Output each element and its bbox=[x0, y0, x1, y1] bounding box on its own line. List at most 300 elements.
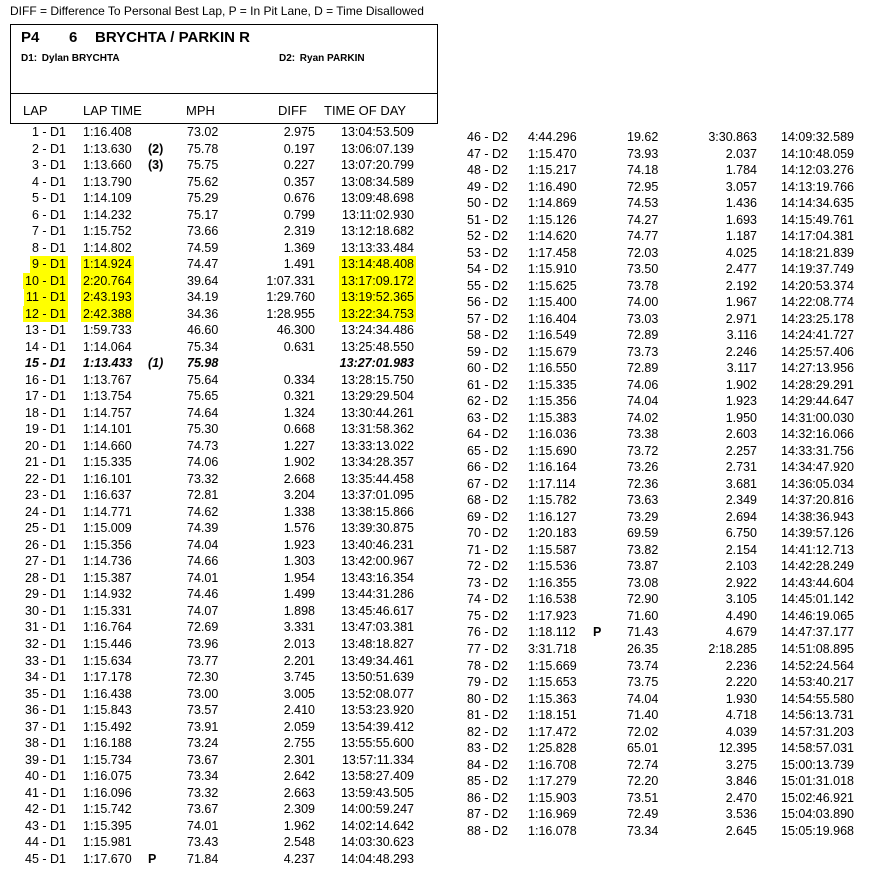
mph-cell: 75.75 bbox=[187, 158, 219, 173]
mph-cell: 73.32 bbox=[187, 785, 219, 800]
mph-cell: 19.62 bbox=[627, 130, 659, 144]
diff-cell: 4.025 bbox=[725, 245, 757, 260]
lap-time-cell: 1:14.660 bbox=[83, 438, 132, 453]
lap-cell: 28 - D1 bbox=[25, 570, 66, 585]
time-of-day-cell: 13:27:01.983 bbox=[339, 356, 414, 371]
lap-cell: 70 - D2 bbox=[467, 526, 508, 541]
lap-time-cell: 1:15.356 bbox=[83, 537, 132, 552]
time-of-day-cell: 13:37:01.095 bbox=[341, 488, 414, 503]
lap-time-cell: 1:15.492 bbox=[83, 719, 132, 734]
mph-cell: 73.24 bbox=[187, 736, 219, 751]
mph-cell: 72.90 bbox=[627, 592, 659, 607]
diff-cell: 4.679 bbox=[725, 625, 757, 640]
time-of-day-cell: 14:22:08.774 bbox=[781, 295, 854, 310]
mph-cell: 73.74 bbox=[627, 658, 659, 673]
lap-cell: 35 - D1 bbox=[25, 686, 66, 701]
lap-cell: 44 - D1 bbox=[25, 835, 66, 850]
table-row bbox=[0, 740, 890, 757]
lap-cell: 6 - D1 bbox=[31, 207, 66, 222]
table-row bbox=[0, 707, 890, 724]
lap-cell: 19 - D1 bbox=[25, 422, 66, 437]
time-of-day-cell: 13:24:34.486 bbox=[341, 323, 414, 338]
diff-cell: 2.694 bbox=[725, 509, 757, 524]
time-of-day-cell: 13:52:08.077 bbox=[341, 686, 414, 701]
table-row bbox=[0, 492, 890, 509]
mph-cell: 73.96 bbox=[187, 636, 219, 651]
time-of-day-cell: 15:01:31.018 bbox=[781, 774, 854, 789]
mph-cell: 74.01 bbox=[187, 570, 219, 585]
mph-cell: 73.50 bbox=[627, 262, 659, 277]
mph-cell: 74.66 bbox=[187, 554, 219, 569]
lap-time-cell: 1:16.438 bbox=[83, 686, 132, 701]
lap-time-cell: 1:13.433 bbox=[83, 356, 133, 371]
lap-cell: 87 - D2 bbox=[467, 807, 508, 822]
time-of-day-cell: 14:28:29.291 bbox=[781, 377, 854, 392]
lap-time-cell: 1:16.404 bbox=[528, 311, 577, 326]
lap-time-cell: 1:15.903 bbox=[528, 790, 577, 805]
table-row bbox=[0, 344, 890, 361]
diff-cell: 1:29.760 bbox=[266, 290, 315, 305]
lap-cell: 57 - D2 bbox=[467, 311, 508, 326]
lap-cell: 10 - D1 bbox=[25, 273, 66, 288]
mph-cell: 46.60 bbox=[187, 323, 219, 338]
diff-cell: 2.013 bbox=[283, 636, 315, 651]
driver-name: Ryan PARKIN bbox=[299, 53, 365, 64]
lap-time-cell: 2:43.193 bbox=[83, 290, 132, 305]
diff-cell: 3.117 bbox=[726, 361, 757, 376]
mph-cell: 72.30 bbox=[187, 670, 219, 685]
time-of-day-cell: 15:05:19.968 bbox=[781, 823, 854, 838]
lap-cell: 74 - D2 bbox=[467, 592, 508, 607]
diff-cell: 1.898 bbox=[283, 603, 315, 618]
diff-cell: 2.301 bbox=[283, 752, 315, 767]
lap-cell: 21 - D1 bbox=[25, 455, 66, 470]
flag-cell: (3) bbox=[148, 158, 164, 173]
flag-cell: P bbox=[593, 625, 602, 640]
lap-cell: 46 - D2 bbox=[467, 130, 508, 144]
mph-cell: 73.78 bbox=[627, 278, 659, 293]
table-row bbox=[0, 228, 890, 245]
time-of-day-cell: 14:09:32.589 bbox=[781, 130, 854, 144]
lap-time-cell: 1:15.383 bbox=[528, 410, 577, 425]
lap-cell: 7 - D1 bbox=[31, 224, 66, 239]
lap-cell: 49 - D2 bbox=[467, 179, 508, 194]
lap-time-cell: 1:17.458 bbox=[528, 245, 577, 260]
lap-cell: 75 - D2 bbox=[467, 608, 508, 623]
diff-cell: 3.204 bbox=[283, 488, 315, 503]
time-of-day-cell: 13:42:00.967 bbox=[341, 554, 414, 569]
lap-cell: 61 - D2 bbox=[467, 377, 508, 392]
time-of-day-cell: 13:22:34.753 bbox=[341, 306, 414, 321]
lap-time-cell: 1:15.734 bbox=[83, 752, 132, 767]
diff-cell: 1.227 bbox=[283, 438, 315, 453]
mph-cell: 75.65 bbox=[187, 389, 219, 404]
time-of-day-cell: 13:06:07.139 bbox=[341, 141, 414, 156]
time-of-day-cell: 13:25:48.550 bbox=[341, 339, 414, 354]
diff-cell: 1:28.955 bbox=[266, 306, 315, 321]
lap-cell: 60 - D2 bbox=[467, 361, 508, 376]
table-row bbox=[0, 624, 890, 641]
car-number: 6 bbox=[69, 29, 78, 46]
lap-cell: 83 - D2 bbox=[467, 741, 508, 756]
car-name: BRYCHTA / PARKIN R bbox=[95, 29, 250, 46]
diff-cell: 2.642 bbox=[283, 769, 315, 784]
mph-cell: 75.64 bbox=[187, 372, 219, 387]
lap-time-cell: 1:15.625 bbox=[528, 278, 577, 293]
diff-cell: 3.846 bbox=[725, 774, 757, 789]
lap-time-cell: 1:15.679 bbox=[528, 344, 577, 359]
lap-time-cell: 1:15.690 bbox=[528, 443, 577, 458]
diff-cell: 1.436 bbox=[725, 196, 757, 211]
column-header-lap-time: LAP TIME bbox=[83, 103, 142, 118]
lap-time-cell: 1:14.869 bbox=[528, 196, 577, 211]
mph-cell: 73.34 bbox=[627, 823, 659, 838]
diff-cell: 2.201 bbox=[283, 653, 315, 668]
diff-cell: 12.395 bbox=[718, 741, 757, 756]
mph-cell: 73.66 bbox=[187, 224, 219, 239]
table-row bbox=[0, 823, 890, 840]
flag-cell: (2) bbox=[148, 141, 164, 156]
diff-cell: 2.192 bbox=[725, 278, 757, 293]
lap-cell: 84 - D2 bbox=[467, 757, 508, 772]
diff-cell: 1.576 bbox=[283, 521, 315, 536]
lap-cell: 71 - D2 bbox=[467, 542, 508, 557]
lap-cell: 5 - D1 bbox=[31, 191, 66, 206]
lap-time-cell: 1:16.036 bbox=[528, 427, 577, 442]
lap-cell: 39 - D1 bbox=[25, 752, 66, 767]
time-of-day-cell: 13:53:23.920 bbox=[341, 703, 414, 718]
mph-cell: 73.93 bbox=[627, 146, 659, 161]
car-header bbox=[10, 24, 438, 94]
diff-cell: 1.954 bbox=[283, 570, 315, 585]
car-title bbox=[21, 29, 250, 46]
mph-cell: 71.84 bbox=[187, 851, 219, 866]
lap-cell: 14 - D1 bbox=[25, 339, 66, 354]
lap-time-cell: 1:14.620 bbox=[528, 229, 577, 244]
flag-cell: (1) bbox=[148, 356, 164, 371]
table-row bbox=[0, 459, 890, 476]
lap-cell: 69 - D2 bbox=[467, 509, 508, 524]
mph-cell: 74.00 bbox=[627, 295, 659, 310]
diff-cell: 0.668 bbox=[283, 422, 315, 437]
diff-cell: 2.755 bbox=[283, 736, 315, 751]
diff-cell: 3.681 bbox=[725, 476, 757, 491]
time-of-day-cell: 13:17:09.172 bbox=[341, 273, 414, 288]
lap-time-cell: 1:15.400 bbox=[528, 295, 577, 310]
mph-cell: 75.30 bbox=[187, 422, 219, 437]
column-header-row bbox=[10, 94, 438, 124]
table-row bbox=[0, 757, 890, 774]
lap-cell: 63 - D2 bbox=[467, 410, 508, 425]
lap-cell: 88 - D2 bbox=[467, 823, 508, 838]
mph-cell: 74.39 bbox=[187, 521, 219, 536]
lap-time-cell: 1:15.536 bbox=[528, 559, 577, 574]
diff-cell: 0.334 bbox=[283, 372, 315, 387]
time-of-day-cell: 14:34:47.920 bbox=[781, 460, 854, 475]
time-of-day-cell: 13:31:58.362 bbox=[341, 422, 414, 437]
lap-time-cell: 1:15.446 bbox=[83, 636, 132, 651]
lap-time-cell: 1:17.178 bbox=[83, 670, 132, 685]
diff-cell: 4.718 bbox=[725, 708, 757, 723]
lap-time-cell: 1:16.096 bbox=[83, 785, 132, 800]
lap-time-cell: 1:15.009 bbox=[83, 521, 132, 536]
lap-time-cell: 1:16.550 bbox=[528, 361, 577, 376]
lap-time-cell: 1:15.470 bbox=[528, 146, 577, 161]
mph-cell: 73.87 bbox=[627, 559, 659, 574]
mph-cell: 72.89 bbox=[627, 328, 659, 343]
mph-cell: 34.19 bbox=[187, 290, 219, 305]
time-of-day-cell: 14:15:49.761 bbox=[781, 212, 854, 227]
lap-time-cell: 1:15.634 bbox=[83, 653, 132, 668]
time-of-day-cell: 14:23:25.178 bbox=[781, 311, 854, 326]
mph-cell: 73.34 bbox=[187, 769, 219, 784]
lap-cell: 76 - D2 bbox=[467, 625, 508, 640]
lap-time-cell: 2:20.764 bbox=[83, 273, 132, 288]
column-header-lap: LAP bbox=[23, 103, 48, 118]
lap-time-cell: 1:15.587 bbox=[528, 542, 577, 557]
diff-cell: 0.321 bbox=[283, 389, 315, 404]
time-of-day-cell: 14:52:24.564 bbox=[781, 658, 854, 673]
lap-cell: 55 - D2 bbox=[467, 278, 508, 293]
lap-cell: 12 - D1 bbox=[25, 306, 66, 321]
lap-cell: 45 - D1 bbox=[25, 851, 66, 866]
mph-cell: 74.06 bbox=[627, 377, 659, 392]
lap-time-cell: 1:16.549 bbox=[528, 328, 577, 343]
lap-cell: 47 - D2 bbox=[467, 146, 508, 161]
table-row bbox=[0, 851, 450, 868]
driver-label: D1: bbox=[21, 53, 38, 64]
diff-cell: 3.105 bbox=[725, 592, 757, 607]
lap-time-cell: 1:15.981 bbox=[83, 835, 132, 850]
mph-cell: 71.60 bbox=[627, 608, 659, 623]
mph-cell: 73.38 bbox=[627, 427, 659, 442]
lap-table-right bbox=[0, 129, 890, 839]
diff-cell: 3.331 bbox=[283, 620, 315, 635]
lap-cell: 31 - D1 bbox=[25, 620, 66, 635]
mph-cell: 74.77 bbox=[627, 229, 659, 244]
diff-cell: 1.187 bbox=[725, 229, 757, 244]
lap-time-cell: 1:14.064 bbox=[83, 339, 132, 354]
lap-cell: 78 - D2 bbox=[467, 658, 508, 673]
time-of-day-cell: 14:25:57.406 bbox=[781, 344, 854, 359]
time-of-day-cell: 13:45:46.617 bbox=[341, 603, 414, 618]
lap-time-cell: 1:13.630 bbox=[83, 141, 132, 156]
time-of-day-cell: 13:58:27.409 bbox=[341, 769, 414, 784]
lap-time-cell: 1:13.754 bbox=[83, 389, 132, 404]
mph-cell: 72.74 bbox=[627, 757, 659, 772]
lap-time-cell: 1:20.183 bbox=[528, 526, 577, 541]
time-of-day-cell: 14:37:20.816 bbox=[781, 493, 854, 508]
table-row bbox=[0, 311, 890, 328]
lap-time-cell: 1:16.408 bbox=[83, 125, 132, 139]
time-of-day-cell: 13:34:28.357 bbox=[341, 455, 414, 470]
mph-cell: 74.27 bbox=[627, 212, 659, 227]
table-row bbox=[0, 426, 890, 443]
mph-cell: 73.75 bbox=[627, 675, 659, 690]
time-of-day-cell: 14:57:31.203 bbox=[781, 724, 854, 739]
lap-time-cell: 1:15.217 bbox=[528, 163, 577, 178]
diff-cell: 1.491 bbox=[283, 257, 315, 272]
lap-cell: 23 - D1 bbox=[25, 488, 66, 503]
time-of-day-cell: 13:19:52.365 bbox=[341, 290, 414, 305]
diff-cell: 2.645 bbox=[725, 823, 757, 838]
table-row bbox=[0, 575, 890, 592]
lap-time-cell: 1:13.790 bbox=[83, 174, 132, 189]
mph-cell: 74.02 bbox=[627, 410, 659, 425]
diff-cell: 3.057 bbox=[725, 179, 757, 194]
diff-cell: 2.059 bbox=[283, 719, 315, 734]
lap-cell: 73 - D2 bbox=[467, 575, 508, 590]
lap-time-cell: 1:16.127 bbox=[528, 509, 577, 524]
column-header-mph: MPH bbox=[186, 103, 215, 118]
mph-cell: 72.81 bbox=[187, 488, 219, 503]
diff-cell: 4.490 bbox=[725, 608, 757, 623]
mph-cell: 69.59 bbox=[627, 526, 659, 541]
time-of-day-cell: 14:27:13.956 bbox=[781, 361, 854, 376]
diff-cell: 2.236 bbox=[725, 658, 757, 673]
lap-time-cell: 1:15.335 bbox=[83, 455, 132, 470]
mph-cell: 74.04 bbox=[187, 537, 219, 552]
diff-cell: 2.103 bbox=[725, 559, 757, 574]
mph-cell: 73.43 bbox=[187, 835, 219, 850]
time-of-day-cell: 14:19:37.749 bbox=[781, 262, 854, 277]
mph-cell: 34.36 bbox=[187, 306, 219, 321]
mph-cell: 39.64 bbox=[187, 273, 219, 288]
lap-cell: 54 - D2 bbox=[467, 262, 508, 277]
diff-cell: 3:30.863 bbox=[708, 130, 757, 144]
table-row bbox=[0, 608, 890, 625]
lap-cell: 30 - D1 bbox=[25, 603, 66, 618]
time-of-day-cell: 13:47:03.381 bbox=[341, 620, 414, 635]
time-of-day-cell: 14:42:28.249 bbox=[781, 559, 854, 574]
time-of-day-cell: 13:33:13.022 bbox=[341, 438, 414, 453]
diff-cell: 4.039 bbox=[725, 724, 757, 739]
time-of-day-cell: 14:17:04.381 bbox=[781, 229, 854, 244]
lap-cell: 58 - D2 bbox=[467, 328, 508, 343]
time-of-day-cell: 13:07:20.799 bbox=[341, 158, 414, 173]
time-of-day-cell: 13:55:55.600 bbox=[341, 736, 414, 751]
lap-cell: 43 - D1 bbox=[25, 818, 66, 833]
table-row bbox=[0, 410, 890, 427]
lap-cell: 40 - D1 bbox=[25, 769, 66, 784]
mph-cell: 26.35 bbox=[627, 641, 659, 656]
time-of-day-cell: 13:57:11.334 bbox=[341, 752, 414, 767]
mph-cell: 73.57 bbox=[187, 703, 219, 718]
lap-cell: 1 - D1 bbox=[31, 125, 66, 139]
table-row bbox=[0, 377, 890, 394]
table-row bbox=[0, 146, 890, 163]
lap-cell: 42 - D1 bbox=[25, 802, 66, 817]
time-of-day-cell: 13:29:29.504 bbox=[341, 389, 414, 404]
lap-cell: 67 - D2 bbox=[467, 476, 508, 491]
diff-cell: 0.799 bbox=[283, 207, 315, 222]
table-row bbox=[0, 509, 890, 526]
mph-cell: 75.17 bbox=[187, 207, 219, 222]
mph-cell: 73.67 bbox=[187, 752, 219, 767]
diff-cell: 1.967 bbox=[725, 295, 757, 310]
mph-cell: 75.34 bbox=[187, 339, 219, 354]
lap-cell: 37 - D1 bbox=[25, 719, 66, 734]
table-row bbox=[0, 393, 890, 410]
lap-time-cell: 1:14.736 bbox=[83, 554, 132, 569]
diff-cell: 3.536 bbox=[725, 807, 757, 822]
diff-cell: 1.324 bbox=[283, 405, 315, 420]
table-row bbox=[0, 674, 890, 691]
table-row bbox=[0, 129, 890, 146]
lap-time-cell: 1:15.752 bbox=[83, 224, 132, 239]
lap-cell: 85 - D2 bbox=[467, 774, 508, 789]
lap-cell: 4 - D1 bbox=[31, 174, 66, 189]
mph-cell: 73.82 bbox=[627, 542, 659, 557]
lap-time-cell: 1:13.660 bbox=[83, 158, 132, 173]
lap-time-cell: 1:16.188 bbox=[83, 736, 132, 751]
diff-cell: 2.477 bbox=[725, 262, 757, 277]
diff-cell: 2.220 bbox=[725, 675, 757, 690]
lap-time-cell: 1:18.151 bbox=[528, 708, 577, 723]
mph-cell: 74.18 bbox=[627, 163, 659, 178]
time-of-day-cell: 15:04:03.890 bbox=[781, 807, 854, 822]
diff-cell: 2.257 bbox=[725, 443, 757, 458]
lap-cell: 11 - D1 bbox=[25, 290, 66, 305]
time-of-day-cell: 13:12:18.682 bbox=[341, 224, 414, 239]
diff-cell: 1.902 bbox=[283, 455, 315, 470]
lap-time-cell: 1:17.114 bbox=[528, 476, 576, 491]
table-row bbox=[0, 641, 890, 658]
lap-time-cell: 1:15.387 bbox=[83, 570, 132, 585]
time-of-day-cell: 13:35:44.458 bbox=[341, 471, 414, 486]
diff-cell: 1.369 bbox=[283, 240, 315, 255]
time-of-day-cell: 14:13:19.766 bbox=[781, 179, 854, 194]
lap-cell: 86 - D2 bbox=[467, 790, 508, 805]
diff-cell: 2.603 bbox=[725, 427, 757, 442]
diff-cell: 2:18.285 bbox=[708, 641, 757, 656]
diff-cell: 1.303 bbox=[283, 554, 315, 569]
mph-cell: 71.40 bbox=[627, 708, 659, 723]
diff-cell: 2.470 bbox=[725, 790, 757, 805]
lap-time-cell: 1:18.112 bbox=[528, 625, 576, 640]
diff-cell: 2.319 bbox=[283, 224, 315, 239]
diff-cell: 1.923 bbox=[725, 394, 757, 409]
lap-cell: 62 - D2 bbox=[467, 394, 508, 409]
lap-time-cell: 1:16.708 bbox=[528, 757, 577, 772]
diff-cell: 0.631 bbox=[283, 339, 315, 354]
time-of-day-cell: 13:44:31.286 bbox=[341, 587, 414, 602]
diff-cell: 2.922 bbox=[725, 575, 757, 590]
lap-cell: 64 - D2 bbox=[467, 427, 508, 442]
diff-cell: 6.750 bbox=[725, 526, 757, 541]
mph-cell: 74.04 bbox=[627, 691, 659, 706]
lap-cell: 66 - D2 bbox=[467, 460, 508, 475]
mph-cell: 73.51 bbox=[627, 790, 659, 805]
time-of-day-cell: 14:36:05.034 bbox=[781, 476, 854, 491]
table-row bbox=[0, 294, 890, 311]
mph-cell: 73.72 bbox=[627, 443, 659, 458]
mph-cell: 73.63 bbox=[627, 493, 659, 508]
diff-cell: 1.338 bbox=[283, 504, 315, 519]
time-of-day-cell: 14:20:53.374 bbox=[781, 278, 854, 293]
mph-cell: 73.32 bbox=[187, 471, 219, 486]
lap-cell: 2 - D1 bbox=[31, 141, 66, 156]
time-of-day-cell: 14:41:12.713 bbox=[781, 542, 854, 557]
diff-cell: 3.116 bbox=[726, 328, 757, 343]
column-header-time-of-day: TIME OF DAY bbox=[324, 103, 407, 118]
lap-cell: 24 - D1 bbox=[25, 504, 66, 519]
lap-cell: 18 - D1 bbox=[25, 405, 66, 420]
mph-cell: 74.46 bbox=[187, 587, 219, 602]
time-of-day-cell: 13:40:46.231 bbox=[341, 537, 414, 552]
lap-time-cell: 1:14.932 bbox=[83, 587, 132, 602]
time-of-day-cell: 14:58:57.031 bbox=[781, 741, 854, 756]
